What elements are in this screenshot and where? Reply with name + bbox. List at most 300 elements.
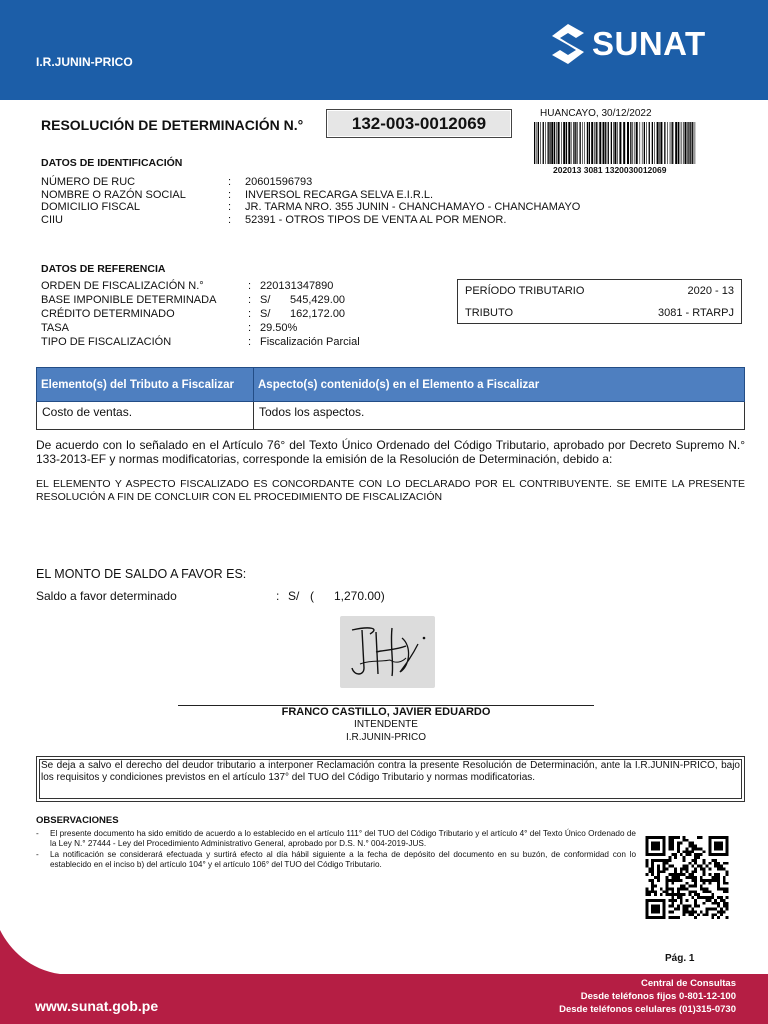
barcode-bar [617, 122, 618, 164]
qr-module [723, 890, 726, 893]
header-bar [0, 0, 768, 100]
qr-module [671, 853, 674, 856]
barcode-bar [640, 122, 641, 164]
id-label: NOMBRE O RAZÓN SOCIAL [41, 188, 186, 201]
logo-text: SUNAT [592, 25, 706, 62]
table-cell: Costo de ventas. [37, 402, 254, 430]
qr-module [654, 885, 657, 888]
qr-module [660, 859, 663, 862]
qr-module [671, 836, 674, 839]
qr-module [708, 879, 711, 882]
qr-module [654, 893, 657, 896]
qr-module [700, 847, 703, 850]
contact-title: Central de Consultas [640, 978, 736, 989]
qr-module [677, 916, 680, 919]
balance-sep: : [276, 589, 280, 603]
qr-module [686, 905, 689, 908]
barcode [534, 122, 696, 164]
qr-module [683, 856, 686, 859]
qr-module [686, 847, 689, 850]
qr-module [680, 879, 683, 882]
qr-module [686, 867, 689, 870]
period-box [457, 279, 742, 324]
qr-module [688, 885, 691, 888]
qr-module [711, 902, 714, 905]
qr-module [671, 876, 674, 879]
qr-module [668, 839, 671, 842]
qr-module [694, 916, 697, 919]
qr-module [691, 850, 694, 853]
qr-module [703, 862, 706, 865]
qr-module [683, 839, 686, 842]
identification-list [41, 176, 580, 226]
bullet-dash: - [36, 829, 39, 838]
contact-phone-mobile: Desde teléfonos celulares (01)315-0730 [559, 1004, 736, 1015]
qr-module [663, 862, 666, 865]
place-date: HUANCAYO, 30/12/2022 [540, 108, 652, 119]
qr-module [683, 910, 686, 913]
qr-module [714, 899, 717, 902]
barcode-bar [630, 122, 631, 164]
observation-text: El presente documento ha sido emitido de acuerdo a lo establecido en el artículo 111° del TUO del Código Tributario y el artículo 4° del Texto Único Ordenado de la Ley N.° 27444 - Ley del Procedimiento Administrativo General, aprobado por D.S. N.° 004-2019-JUS. [50, 829, 636, 848]
qr-module [688, 876, 691, 879]
barcode-bar [577, 122, 578, 164]
qr-module [651, 870, 654, 873]
qr-module [671, 896, 674, 899]
barcode-bar [632, 122, 633, 164]
qr-module [708, 899, 711, 902]
qr-module [671, 847, 674, 850]
barcode-bar [692, 122, 693, 164]
qr-module [646, 888, 649, 891]
qr-module [674, 876, 677, 879]
barcode-bar [594, 122, 595, 164]
qr-module [677, 873, 680, 876]
qr-module [674, 899, 677, 902]
barcode-bar [599, 122, 601, 164]
barcode-bar [672, 122, 673, 164]
qr-module [703, 902, 706, 905]
barcode-bar [660, 122, 662, 164]
qr-module [651, 890, 654, 893]
qr-module [651, 867, 654, 870]
qr-module [668, 916, 671, 919]
qr-module [697, 913, 700, 916]
id-label: NÚMERO DE RUC [41, 176, 136, 188]
qr-module [706, 879, 709, 882]
qr-module [691, 910, 694, 913]
qr-module [648, 890, 651, 893]
qr-module [683, 893, 686, 896]
qr-module [674, 870, 677, 873]
qr-module [720, 899, 723, 902]
qr-module [723, 910, 726, 913]
qr-module [668, 888, 671, 891]
qr-module [668, 905, 671, 908]
qr-module [686, 899, 689, 902]
qr-module [674, 867, 677, 870]
qr-module [717, 888, 720, 891]
ref-row [41, 335, 360, 349]
id-row-ruc [41, 176, 580, 189]
qr-module [691, 896, 694, 899]
barcode-bar [596, 122, 597, 164]
qr-module [700, 865, 703, 868]
qr-module [651, 888, 654, 891]
ref-value: 545,429.00 [290, 294, 346, 306]
qr-module [726, 888, 729, 891]
qr-module [651, 859, 654, 862]
qr-module [666, 879, 669, 882]
qr-module [706, 890, 709, 893]
qr-module [688, 862, 691, 865]
qr-module [720, 908, 723, 911]
qr-module [668, 856, 671, 859]
signer-office: I.R.JUNIN-PRICO [346, 732, 426, 743]
qr-module [723, 867, 726, 870]
qr-module [646, 859, 649, 862]
barcode-bar [603, 122, 605, 164]
qr-module [651, 882, 654, 885]
barcode-bar [608, 122, 609, 164]
qr-module [686, 908, 689, 911]
barcode-bar [675, 122, 677, 164]
qr-module [703, 882, 706, 885]
qr-module [694, 910, 697, 913]
qr-module [674, 856, 677, 859]
qr-module [680, 896, 683, 899]
qr-module [714, 865, 717, 868]
barcode-bar [690, 122, 691, 164]
qr-module [723, 862, 726, 865]
signature-image [340, 616, 435, 688]
qr-module [708, 896, 711, 899]
id-value: JR. TARMA NRO. 355 JUNIN - CHANCHAMAYO - CHANCHAMAYO [245, 201, 581, 213]
barcode-bar [642, 122, 643, 164]
qr-module [666, 862, 669, 865]
ref-sep: : [248, 294, 252, 306]
qr-module [706, 913, 709, 916]
qr-module [657, 865, 660, 868]
barcode-bar [534, 122, 535, 164]
qr-module [717, 896, 720, 899]
qr-module [717, 885, 720, 888]
qr-module [680, 885, 683, 888]
qr-module [726, 882, 729, 885]
barcode-bar [619, 122, 621, 164]
qr-module [674, 873, 677, 876]
qr-module [646, 865, 649, 868]
qr-module [691, 842, 694, 845]
qr-module [714, 873, 717, 876]
qr-module [668, 910, 671, 913]
barcode-bar [611, 122, 612, 164]
qr-module [711, 876, 714, 879]
barcode-bar [654, 122, 655, 164]
qr-module [657, 870, 660, 873]
qr-module [694, 876, 697, 879]
barcode-bar [664, 122, 665, 164]
balance-value: ( 1,270.00) [310, 589, 385, 603]
ref-sep: : [248, 322, 252, 334]
qr-module [700, 910, 703, 913]
barcode-bar [646, 122, 647, 164]
qr-module [723, 888, 726, 891]
ref-label: TIPO DE FISCALIZACIÓN [41, 336, 172, 348]
qr-module [651, 862, 654, 865]
barcode-number: 202013 3081 1320030012069 [553, 165, 667, 175]
footer-curve [0, 930, 768, 980]
qr-module [700, 867, 703, 870]
elements-table [36, 367, 745, 430]
qr-module [726, 890, 729, 893]
qr-module [686, 850, 689, 853]
barcode-bar [605, 122, 606, 164]
barcode-bar [549, 122, 550, 164]
ref-currency: S/ [260, 294, 271, 306]
qr-module [674, 908, 677, 911]
qr-module [680, 893, 683, 896]
qr-module [686, 839, 689, 842]
qr-module [688, 853, 691, 856]
qr-module [708, 882, 711, 885]
qr-module [666, 876, 669, 879]
qr-module [671, 910, 674, 913]
qr-module [694, 870, 697, 873]
qr-module [680, 867, 683, 870]
qr-module [646, 893, 649, 896]
qr-module [711, 859, 714, 862]
qr-module [680, 842, 683, 845]
barcode-bar [554, 122, 555, 164]
qr-module [714, 902, 717, 905]
qr-module [711, 916, 714, 919]
ref-label: TASA [41, 322, 69, 334]
barcode-bar [683, 122, 684, 164]
qr-module [674, 836, 677, 839]
qr-module [708, 908, 711, 911]
website-link[interactable]: www.sunat.gob.pe [35, 998, 159, 1014]
barcode-bar [657, 122, 659, 164]
balance-currency: S/ [288, 589, 300, 603]
qr-module [657, 876, 660, 879]
qr-module [671, 899, 674, 902]
qr-module [694, 859, 697, 862]
barcode-bar [568, 122, 570, 164]
qr-module [680, 899, 683, 902]
qr-module [703, 890, 706, 893]
reference-list [41, 279, 360, 349]
qr-module [666, 890, 669, 893]
qr-module [646, 890, 649, 893]
barcode-bar [591, 122, 593, 164]
barcode-bar [540, 122, 541, 164]
qr-module [723, 879, 726, 882]
qr-module [726, 916, 729, 919]
qr-module [694, 885, 697, 888]
qr-module [671, 873, 674, 876]
qr-module [648, 870, 651, 873]
qr-module [668, 865, 671, 868]
qr-module [688, 845, 691, 848]
qr-module [708, 890, 711, 893]
qr-module [711, 913, 714, 916]
qr-module [694, 890, 697, 893]
qr-module [688, 873, 691, 876]
ref-value: 29.50% [260, 322, 298, 334]
qr-module [688, 893, 691, 896]
qr-module [723, 882, 726, 885]
qr-module [694, 902, 697, 905]
observations-title: OBSERVACIONES [36, 815, 119, 826]
qr-module [694, 879, 697, 882]
qr-module [666, 882, 669, 885]
qr-module [657, 859, 660, 862]
ref-value: Fiscalización Parcial [260, 336, 360, 348]
id-label: DOMICILIO FISCAL [41, 201, 141, 213]
qr-module [671, 879, 674, 882]
qr-module [648, 893, 651, 896]
qr-module [723, 905, 726, 908]
qr-module [717, 865, 720, 868]
qr-module [700, 836, 703, 839]
qr-module [714, 859, 717, 862]
table-cell: Todos los aspectos. [254, 402, 745, 430]
qr-module [691, 845, 694, 848]
barcode-bar [627, 122, 629, 164]
ref-label: CRÉDITO DETERMINADO [41, 308, 175, 320]
qr-module [691, 908, 694, 911]
qr-module [671, 839, 674, 842]
qr-module [726, 902, 729, 905]
ref-row [41, 307, 360, 321]
qr-module [706, 896, 709, 899]
qr-module [680, 873, 683, 876]
qr-module [657, 867, 660, 870]
qr-module [714, 842, 723, 851]
qr-module [703, 879, 706, 882]
barcode-bar [587, 122, 588, 164]
reason-paragraph: EL ELEMENTO Y ASPECTO FISCALIZADO ES CONCORDANTE CON LO DECLARADO POR EL CONTRIBUYENTE. SE EMITE LA PRESENTE RESOLUCIÓN A FIN DE CONCLUIR CON EL PROCEDIMIENTO DE FISCALIZACIÓN [36, 478, 745, 503]
resolution-number: 132-003-0012069 [326, 109, 512, 138]
barcode-bar [538, 122, 539, 164]
barcode-bar [537, 122, 538, 164]
qr-module [671, 882, 674, 885]
period-label: PERÍODO TRIBUTARIO [465, 285, 585, 297]
qr-module [663, 867, 666, 870]
resolution-title: RESOLUCIÓN DE DETERMINACIÓN N.° [41, 117, 304, 133]
qr-module [686, 888, 689, 891]
qr-module [651, 842, 660, 851]
qr-module [717, 905, 720, 908]
barcode-bar [589, 122, 590, 164]
barcode-bar [582, 122, 583, 164]
barcode-bar [671, 122, 672, 164]
qr-module [697, 896, 700, 899]
qr-module [697, 865, 700, 868]
observations-list [36, 829, 636, 871]
qr-module [691, 865, 694, 868]
qr-module [726, 896, 729, 899]
qr-module [683, 888, 686, 891]
qr-module [677, 908, 680, 911]
qr-module [691, 847, 694, 850]
qr-module [677, 888, 680, 891]
barcode-bar [543, 122, 544, 164]
qr-module [688, 850, 691, 853]
qr-module [671, 893, 674, 896]
qr-module [683, 885, 686, 888]
signer-role: INTENDENTE [354, 719, 418, 730]
qr-module [683, 867, 686, 870]
qr-module [691, 859, 694, 862]
qr-module [651, 865, 654, 868]
qr-module [711, 896, 714, 899]
qr-module [711, 893, 714, 896]
qr-module [674, 916, 677, 919]
qr-module [677, 893, 680, 896]
qr-module [671, 845, 674, 848]
qr-module [706, 910, 709, 913]
qr-module [691, 876, 694, 879]
qr-module [720, 910, 723, 913]
qr-module [700, 896, 703, 899]
qr-module [680, 853, 683, 856]
barcode-bar [634, 122, 635, 164]
qr-module [703, 888, 706, 891]
qr-module [668, 873, 671, 876]
qr-module [674, 853, 677, 856]
qr-module [694, 905, 697, 908]
ref-sep: : [248, 280, 252, 292]
barcode-bar [670, 122, 671, 164]
qr-module [717, 876, 720, 879]
qr-module [717, 873, 720, 876]
qr-module [688, 842, 691, 845]
barcode-bar [548, 122, 549, 164]
barcode-bar [644, 122, 645, 164]
qr-module [683, 905, 686, 908]
qr-module [654, 876, 657, 879]
qr-module [706, 899, 709, 902]
barcode-bar [563, 122, 565, 164]
qr-module [668, 845, 671, 848]
qr-module [694, 847, 697, 850]
qr-module [703, 850, 706, 853]
qr-module [714, 913, 717, 916]
qr-module [668, 893, 671, 896]
qr-module [706, 888, 709, 891]
qr-module [697, 893, 700, 896]
qr-module [680, 888, 683, 891]
qr-module [668, 836, 671, 839]
qr-module [686, 882, 689, 885]
qr-module [691, 870, 694, 873]
qr-module [714, 908, 717, 911]
ref-value: 220131347890 [260, 280, 334, 292]
qr-module [680, 902, 683, 905]
contact-phone-fixed: Desde teléfonos fijos 0-801-12-100 [580, 991, 736, 1002]
qr-code [644, 836, 730, 919]
qr-module [651, 905, 660, 914]
qr-module [717, 867, 720, 870]
qr-module [726, 905, 729, 908]
qr-module [726, 862, 729, 865]
qr-module [671, 865, 674, 868]
qr-module [700, 885, 703, 888]
qr-module [677, 890, 680, 893]
notice-box [36, 756, 745, 802]
